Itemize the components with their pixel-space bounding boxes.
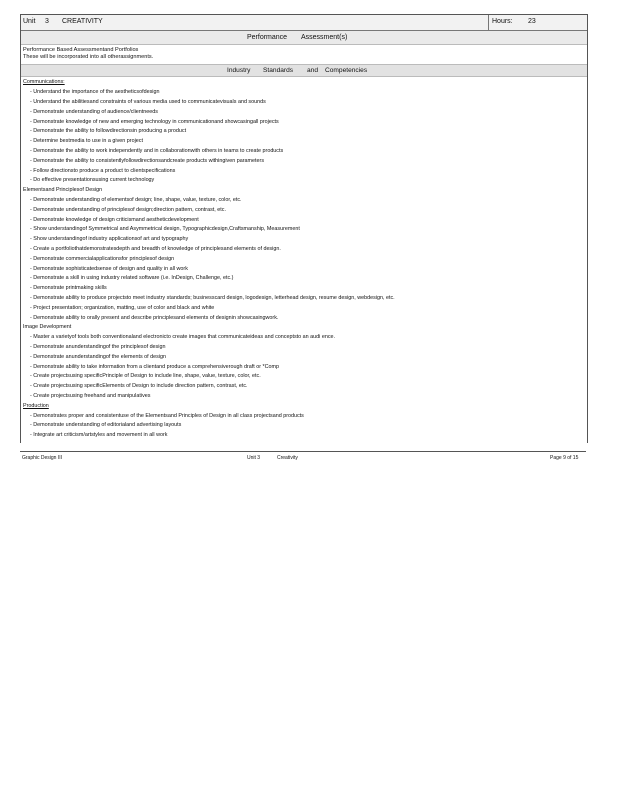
list-item: - Create projectsusing freehand and manipulatives	[30, 392, 151, 399]
section-heading: Image Development	[23, 324, 72, 331]
header-divider	[488, 15, 489, 30]
list-item: - Project presentation; organization, matting, use of color and black and white	[30, 304, 215, 311]
list-item: - Demonstrate knowledge of design criticismand aestheticdevelopment	[30, 216, 199, 223]
footer-unit-name: Creativity	[277, 455, 298, 461]
assessment-description	[21, 45, 587, 64]
list-item: - Demonstrate the ability to consistentlyfollowdirectionsandcreate products withingiven parameters	[30, 157, 265, 164]
standards-title-and: and	[307, 67, 319, 75]
unit-name: CREATIVITY	[62, 18, 103, 25]
list-item: - Understand the importance of the aestheticsofdesign	[30, 89, 160, 96]
section-heading: Communications:	[23, 79, 65, 86]
list-item: - Demonstrate anunderstandingof the principlesof design	[30, 343, 166, 350]
list-item: - Demonstrate anunderstandingof the elements of design	[30, 353, 167, 360]
list-item: - Understand the abilitiesand constraints of various media used to communicatevisuals and sounds	[30, 99, 266, 105]
performance-assessment-title	[21, 31, 587, 45]
standards-title-competencies: Competencies	[325, 67, 368, 75]
hours-label: Hours:	[492, 18, 513, 25]
list-item: - Create projectsusing specificPrinciple of Design to include line, shape, value, texture, color, etc.	[30, 373, 261, 380]
list-item: - Integrate art criticism/artstyles and movement in all work	[30, 432, 168, 439]
footer-course: Graphic Design III	[22, 455, 63, 461]
footer-page-number: Page 9 of 15	[550, 455, 579, 461]
list-item: - Demonstrates proper and consistentuse of the Elementsand Principles of Design in all class projectsand products	[30, 412, 304, 419]
list-item: - Demonstrate sophisticatedsense of design and quality in all work	[30, 265, 188, 272]
title-part-performance: Performance	[247, 34, 288, 41]
unit-number: 3	[45, 18, 49, 25]
list-item: - Demonstrate the ability to work independently and in collaborationwith others in teams to create products	[30, 147, 284, 154]
standards-title-row	[21, 64, 587, 77]
list-item: - Demonstrate understanding of elementsof design; line, shape, value, texture, color, etc.	[30, 196, 242, 203]
list-item: - Demonstrate understanding of audience/clientneeds	[30, 108, 158, 115]
assessment-line-1: Performance Based Assessmentand Portfolios	[23, 47, 139, 53]
unit-form-table	[20, 14, 588, 443]
list-item: - Master a varietyof tools both conventionaland electronicto create images that communicateideas and conceptsto an audi ence.	[30, 334, 336, 341]
hours-value: 23	[528, 18, 536, 25]
list-item: - Demonstrate commercialapplicationsfor principlesof design	[30, 255, 175, 262]
list-item: - Demonstrate ability to produce projectsto meet industry standards; businesscard design, logodesign, letterhead design, resume design, webdesign, etc.	[30, 294, 395, 301]
standards-list	[21, 77, 587, 442]
standards-title-standards: Standards	[263, 67, 294, 75]
section-heading: Elementsand Principlesof Design	[23, 187, 103, 194]
list-item: - Demonstrate ability to take information from a clientand produce a comprehensiverough draft or *Comp	[30, 363, 279, 370]
title-part-assessment: Assessment(s)	[301, 34, 348, 41]
list-item: - Demonstrate ability to orally present and describe principlesand elements of designin showcasingwork.	[30, 314, 279, 321]
list-item: - Determine bestmedia to use in a given project	[30, 138, 143, 145]
list-item: - Demonstrate printmaking skills	[30, 285, 107, 292]
list-item: - Demonstrate a skill in using industry related software (i.e. InDesign, Challenge, etc.)	[30, 275, 234, 282]
assessment-line-2: These will be incorporated into all otherassignments.	[23, 54, 154, 61]
list-item: - Demonstrate understanding of editorialand advertising layouts	[30, 422, 182, 429]
unit-label: Unit	[23, 18, 36, 25]
section-heading: Production	[23, 402, 49, 409]
unit-header-row	[21, 15, 587, 31]
list-item: - Create projectsusing specificElements of Design to include direction pattern, contrast, etc.	[30, 383, 248, 390]
footer-unit: Unit 3	[247, 455, 261, 461]
list-item: - Show understandingof Symmetrical and Asymmetrical design, Typographicdesign,Craftsmanship, Measurement	[30, 226, 300, 233]
list-item: - Create a portfoliothatdemonstratesdepth and breadth of knowledge of principlesand elements of design.	[30, 245, 281, 252]
page-footer	[20, 451, 586, 462]
list-item: - Show understandingof industry applicationsof art and typography	[30, 236, 189, 243]
standards-title-industry: Industry	[227, 67, 251, 75]
list-item: - Follow directionsto produce a product to clientspecifications	[30, 167, 176, 174]
list-item: - Demonstrate the ability to followdirectionsin producing a product	[30, 128, 187, 135]
list-item: - Demonstrate understanding of principlesof design;direction pattern, contrast, etc.	[30, 206, 226, 213]
list-item: - Demonstrate knowledge of new and emerging technology in communicationand showcasingall projects	[30, 118, 279, 125]
list-item: - Do effective presentationsusing current technology	[30, 177, 155, 184]
